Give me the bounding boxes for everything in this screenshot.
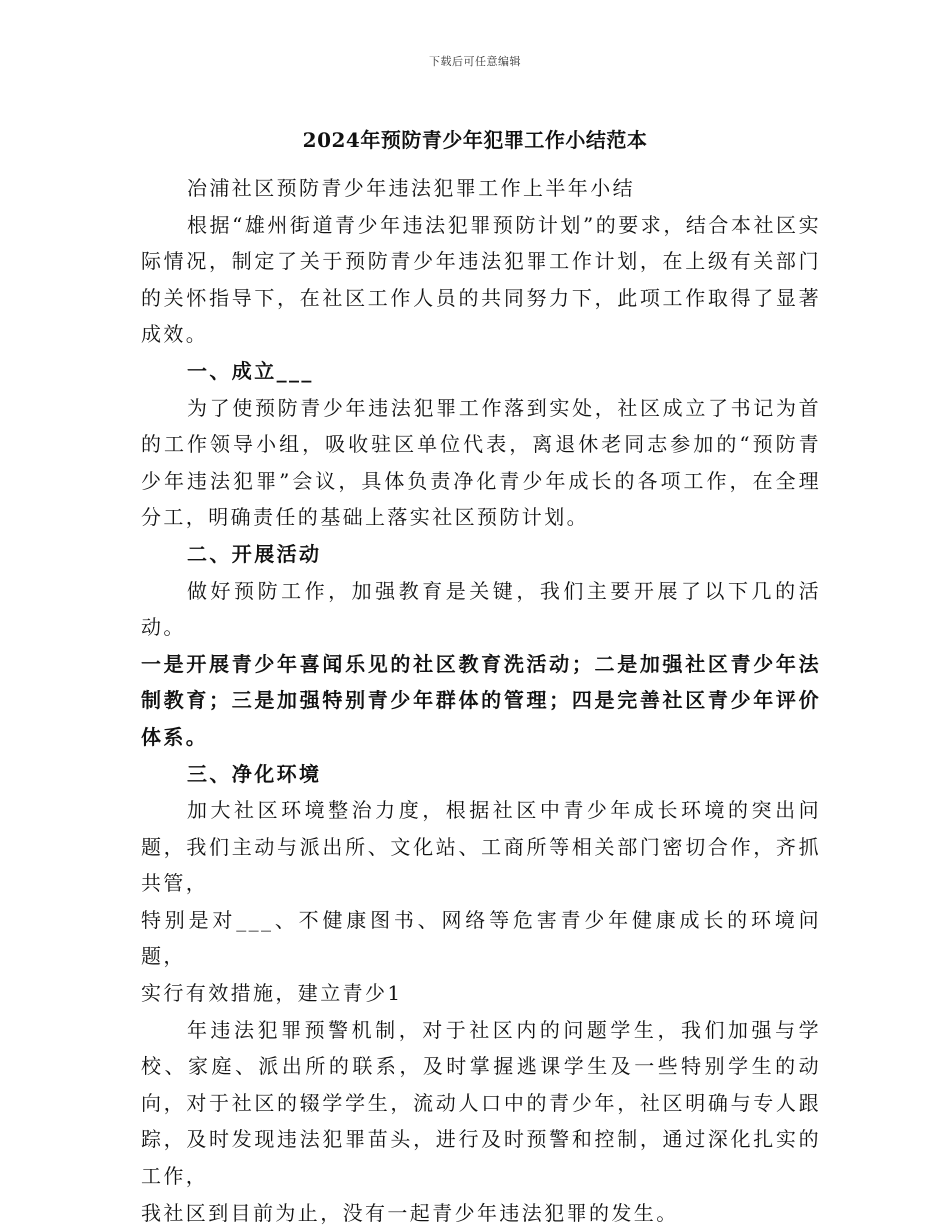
section-body-3a: 加大社区环境整治力度，根据社区中青少年成长环境的突出问题，我们主动与派出所、文化站、工商所等相关部门密切合作，齐抓共管， [141,798,821,896]
document-title: 2024年预防青少年犯罪工作小结范本 [302,128,648,152]
section-body-3b: 特别是对___、不健康图书、网络等危害青少年健康成长的环境问题， [141,907,821,969]
section-body-2: 做好预防工作，加强教育是关键，我们主要开展了以下几的活动。 [141,578,821,640]
section-heading-2: 二、开展活动 [187,541,322,566]
section-body-1: 为了使预防青少年违法犯罪工作落到实处，社区成立了书记为首的工作领导小组，吸收驻区单位代表，离退休老同志参加的“预防青少年违法犯罪”会议，具体负责净化青少年成长的各项工作，在全理分工，明确责任的基础上落实社区预防计划。 [141,395,821,530]
document-body [141,170,821,1231]
section-body-2-bold: 一是开展青少年喜闻乐见的社区教育洗活动；二是加强社区青少年法制教育；三是加强特别青少年群体的管理；四是完善社区青少年评价体系。 [141,651,821,749]
intro-paragraph: 根据“雄州街道青少年违法犯罪预防计划”的要求，结合本社区实际情况，制定了关于预防青少年违法犯罪工作计划，在上级有关部门的关怀指导下，在社区工作人员的共同努力下，此项工作取得了显著成效。 [141,212,821,347]
section-body-3d: 年违法犯罪预警机制，对于社区内的问题学生，我们加强与学校、家庭、派出所的联系，及时掌握逃课学生及一些特别学生的动向，对于社区的辍学学生，流动人口中的青少年，社区明确与专人跟踪，及时发现违法犯罪苗头，进行及时预警和控制，通过深化扎实的工作， [141,1017,821,1189]
section-heading-3: 三、净化环境 [187,761,322,786]
section-heading-1: 一、成立___ [187,358,314,383]
section-body-3e: 我社区到目前为止，没有一起青少年违法犯罪的发生。 [141,1200,679,1225]
subtitle-paragraph: 冶浦社区预防青少年违法犯罪工作上半年小结 [187,176,635,200]
section-body-3c: 实行有效措施，建立青少1 [141,981,403,1006]
header-note: 下载后可任意编辑 [429,55,521,68]
